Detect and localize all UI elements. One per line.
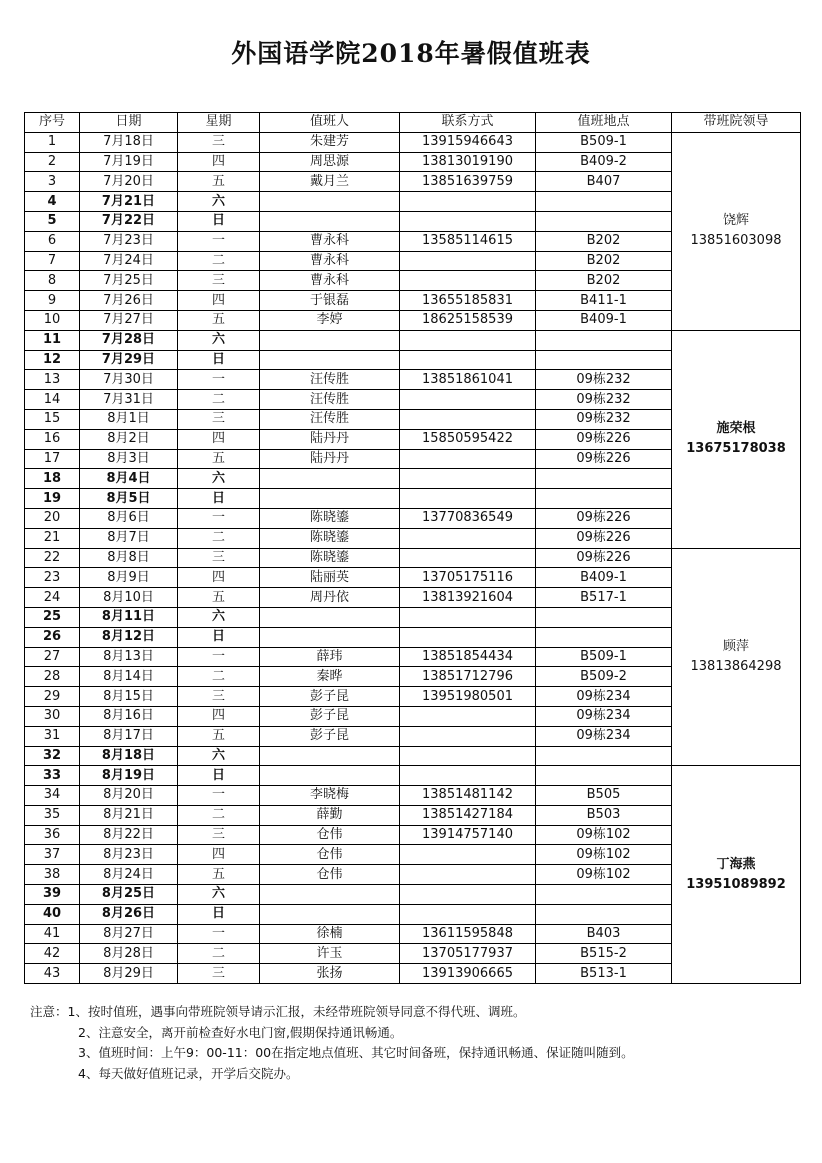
row-phone xyxy=(400,746,536,766)
header-place: 值班地点 xyxy=(536,113,672,133)
row-weekday: 三 xyxy=(178,132,260,152)
row-person: 李婷 xyxy=(260,310,400,330)
row-weekday: 六 xyxy=(178,192,260,212)
row-weekday: 六 xyxy=(178,330,260,350)
row-place: 09栋226 xyxy=(536,508,672,528)
row-number: 16 xyxy=(25,429,80,449)
row-date: 7月19日 xyxy=(80,152,178,172)
row-date: 8月16日 xyxy=(80,706,178,726)
header-person: 值班人 xyxy=(260,113,400,133)
row-number: 35 xyxy=(25,805,80,825)
row-place: B202 xyxy=(536,271,672,291)
row-weekday: 六 xyxy=(178,746,260,766)
row-date: 7月18日 xyxy=(80,132,178,152)
row-number: 21 xyxy=(25,528,80,548)
row-number: 17 xyxy=(25,449,80,469)
table-row xyxy=(25,548,801,568)
row-place: 09栋226 xyxy=(536,429,672,449)
row-phone xyxy=(400,726,536,746)
row-weekday: 一 xyxy=(178,370,260,390)
row-place: 09栋234 xyxy=(536,726,672,746)
row-phone xyxy=(400,469,536,489)
row-weekday: 日 xyxy=(178,211,260,231)
row-weekday: 六 xyxy=(178,469,260,489)
row-weekday: 二 xyxy=(178,805,260,825)
row-date: 8月9日 xyxy=(80,568,178,588)
table-body xyxy=(25,132,801,983)
row-phone: 13951980501 xyxy=(400,687,536,707)
row-number: 14 xyxy=(25,390,80,410)
row-person: 汪传胜 xyxy=(260,390,400,410)
row-phone xyxy=(400,409,536,429)
row-weekday: 五 xyxy=(178,310,260,330)
row-weekday: 四 xyxy=(178,568,260,588)
row-person: 周思源 xyxy=(260,152,400,172)
row-weekday: 三 xyxy=(178,687,260,707)
row-number: 4 xyxy=(25,192,80,212)
row-place: 09栋226 xyxy=(536,449,672,469)
row-place xyxy=(536,330,672,350)
row-date: 8月25日 xyxy=(80,885,178,905)
row-place xyxy=(536,469,672,489)
row-phone: 13851427184 xyxy=(400,805,536,825)
table-row xyxy=(25,132,801,152)
row-number: 1 xyxy=(25,132,80,152)
row-person xyxy=(260,469,400,489)
row-number: 3 xyxy=(25,172,80,192)
row-place: B409-1 xyxy=(536,568,672,588)
row-person: 陆丹丹 xyxy=(260,449,400,469)
row-number: 25 xyxy=(25,607,80,627)
row-weekday: 日 xyxy=(178,350,260,370)
row-number: 19 xyxy=(25,489,80,509)
note-2: 2、注意安全，离开前检查好水电门窗,假期保持通讯畅通。 xyxy=(78,1024,403,1040)
row-place: 09栋234 xyxy=(536,706,672,726)
row-phone xyxy=(400,885,536,905)
row-number: 34 xyxy=(25,786,80,806)
row-phone xyxy=(400,350,536,370)
leader-name: 施荣根 xyxy=(716,421,756,437)
row-person xyxy=(260,192,400,212)
row-weekday: 一 xyxy=(178,647,260,667)
row-person xyxy=(260,627,400,647)
row-place: B411-1 xyxy=(536,291,672,311)
row-date: 8月18日 xyxy=(80,746,178,766)
row-phone: 13851481142 xyxy=(400,786,536,806)
table-row xyxy=(25,330,801,350)
row-phone: 13851639759 xyxy=(400,172,536,192)
leader-phone: 13951089892 xyxy=(686,876,786,892)
row-phone xyxy=(400,449,536,469)
row-phone: 13813019190 xyxy=(400,152,536,172)
row-place xyxy=(536,192,672,212)
header-leader: 带班院领导 xyxy=(672,113,801,133)
row-place xyxy=(536,746,672,766)
row-weekday: 二 xyxy=(178,528,260,548)
page-title: 外国语学院2018年暑假值班表 xyxy=(231,39,591,68)
row-person: 汪传胜 xyxy=(260,370,400,390)
row-date: 8月21日 xyxy=(80,805,178,825)
row-weekday: 二 xyxy=(178,390,260,410)
row-date: 8月11日 xyxy=(80,607,178,627)
row-person xyxy=(260,330,400,350)
leader-cell xyxy=(672,330,801,548)
row-phone: 13914757140 xyxy=(400,825,536,845)
row-person xyxy=(260,766,400,786)
row-weekday: 三 xyxy=(178,825,260,845)
row-phone: 13770836549 xyxy=(400,508,536,528)
row-phone xyxy=(400,489,536,509)
row-number: 28 xyxy=(25,667,80,687)
row-date: 8月3日 xyxy=(80,449,178,469)
row-place: B409-1 xyxy=(536,310,672,330)
row-place: 09栋232 xyxy=(536,409,672,429)
row-phone: 15850595422 xyxy=(400,429,536,449)
row-person: 曹永科 xyxy=(260,231,400,251)
row-place xyxy=(536,885,672,905)
row-place: B505 xyxy=(536,786,672,806)
row-phone xyxy=(400,211,536,231)
row-date: 8月23日 xyxy=(80,845,178,865)
row-date: 7月26日 xyxy=(80,291,178,311)
row-number: 7 xyxy=(25,251,80,271)
row-phone xyxy=(400,548,536,568)
row-weekday: 日 xyxy=(178,627,260,647)
row-person xyxy=(260,211,400,231)
row-place xyxy=(536,211,672,231)
row-phone xyxy=(400,192,536,212)
row-weekday: 三 xyxy=(178,548,260,568)
row-number: 41 xyxy=(25,924,80,944)
row-number: 22 xyxy=(25,548,80,568)
row-weekday: 日 xyxy=(178,489,260,509)
row-date: 8月2日 xyxy=(80,429,178,449)
duty-table xyxy=(24,112,801,984)
row-date: 8月27日 xyxy=(80,924,178,944)
row-weekday: 四 xyxy=(178,845,260,865)
row-place: 09栋226 xyxy=(536,548,672,568)
row-place: 09栋102 xyxy=(536,845,672,865)
row-phone xyxy=(400,865,536,885)
row-number: 13 xyxy=(25,370,80,390)
row-person: 彭子昆 xyxy=(260,687,400,707)
row-person: 于银磊 xyxy=(260,291,400,311)
row-phone: 13915946643 xyxy=(400,132,536,152)
leader-phone: 13851603098 xyxy=(690,233,782,249)
row-date: 7月21日 xyxy=(80,192,178,212)
note-1: 注意：1、按时值班，遇事向带班院领导请示汇报，未经带班院领导同意不得代班、调班。 xyxy=(30,1004,526,1019)
row-place: 09栋102 xyxy=(536,865,672,885)
row-weekday: 二 xyxy=(178,667,260,687)
row-date: 8月24日 xyxy=(80,865,178,885)
row-number: 11 xyxy=(25,330,80,350)
row-phone: 18625158539 xyxy=(400,310,536,330)
row-weekday: 三 xyxy=(178,409,260,429)
row-weekday: 六 xyxy=(178,607,260,627)
row-weekday: 一 xyxy=(178,231,260,251)
row-person: 彭子昆 xyxy=(260,726,400,746)
row-phone xyxy=(400,251,536,271)
row-phone: 13813921604 xyxy=(400,588,536,608)
row-date: 8月19日 xyxy=(80,766,178,786)
row-place: B513-1 xyxy=(536,964,672,984)
row-place: 09栋226 xyxy=(536,528,672,548)
row-number: 20 xyxy=(25,508,80,528)
notes xyxy=(30,1002,810,1084)
row-place xyxy=(536,766,672,786)
row-person: 张扬 xyxy=(260,964,400,984)
row-number: 30 xyxy=(25,706,80,726)
row-phone: 13851712796 xyxy=(400,667,536,687)
row-person: 李晓梅 xyxy=(260,786,400,806)
row-number: 24 xyxy=(25,588,80,608)
row-phone: 13611595848 xyxy=(400,924,536,944)
row-person: 徐楠 xyxy=(260,924,400,944)
row-person: 薛玮 xyxy=(260,647,400,667)
row-place xyxy=(536,489,672,509)
row-weekday: 四 xyxy=(178,429,260,449)
row-number: 37 xyxy=(25,845,80,865)
row-weekday: 日 xyxy=(178,766,260,786)
row-place xyxy=(536,607,672,627)
leader-phone: 13675178038 xyxy=(686,441,786,457)
row-weekday: 四 xyxy=(178,291,260,311)
row-date: 7月29日 xyxy=(80,350,178,370)
row-number: 15 xyxy=(25,409,80,429)
row-date: 7月31日 xyxy=(80,390,178,410)
row-place xyxy=(536,627,672,647)
row-date: 8月14日 xyxy=(80,667,178,687)
row-phone xyxy=(400,706,536,726)
leader-name: 顾萍 xyxy=(722,638,749,654)
row-person: 陈晓鎏 xyxy=(260,528,400,548)
row-weekday: 五 xyxy=(178,172,260,192)
row-number: 5 xyxy=(25,211,80,231)
row-weekday: 一 xyxy=(178,786,260,806)
header-no: 序号 xyxy=(25,113,80,133)
row-date: 8月15日 xyxy=(80,687,178,707)
row-date: 7月23日 xyxy=(80,231,178,251)
row-phone: 13705177937 xyxy=(400,944,536,964)
row-number: 6 xyxy=(25,231,80,251)
row-date: 8月12日 xyxy=(80,627,178,647)
leader-name: 饶辉 xyxy=(722,213,749,229)
row-date: 8月5日 xyxy=(80,489,178,509)
row-phone xyxy=(400,528,536,548)
table-row xyxy=(25,766,801,786)
row-person xyxy=(260,489,400,509)
row-weekday: 五 xyxy=(178,726,260,746)
row-weekday: 二 xyxy=(178,251,260,271)
row-number: 40 xyxy=(25,904,80,924)
header-date: 日期 xyxy=(80,113,178,133)
row-person xyxy=(260,746,400,766)
row-phone: 13851854434 xyxy=(400,647,536,667)
row-date: 7月28日 xyxy=(80,330,178,350)
row-weekday: 三 xyxy=(178,271,260,291)
row-date: 8月10日 xyxy=(80,588,178,608)
row-weekday: 六 xyxy=(178,885,260,905)
row-place: B515-2 xyxy=(536,944,672,964)
row-date: 7月20日 xyxy=(80,172,178,192)
row-weekday: 四 xyxy=(178,706,260,726)
row-number: 43 xyxy=(25,964,80,984)
header-phone: 联系方式 xyxy=(400,113,536,133)
row-number: 42 xyxy=(25,944,80,964)
row-person xyxy=(260,607,400,627)
row-person: 朱建芳 xyxy=(260,132,400,152)
row-number: 32 xyxy=(25,746,80,766)
row-date: 8月1日 xyxy=(80,409,178,429)
row-place: 09栋232 xyxy=(536,370,672,390)
row-phone xyxy=(400,271,536,291)
row-number: 38 xyxy=(25,865,80,885)
row-phone: 13705175116 xyxy=(400,568,536,588)
row-number: 33 xyxy=(25,766,80,786)
row-number: 39 xyxy=(25,885,80,905)
row-person: 陈晓鎏 xyxy=(260,548,400,568)
row-place: B517-1 xyxy=(536,588,672,608)
row-phone xyxy=(400,607,536,627)
row-person xyxy=(260,350,400,370)
note-3: 3、值班时间：上午9：00-11：00在指定地点值班、其它时间备班，保持通讯畅通、保证随叫随到。 xyxy=(78,1045,634,1060)
row-phone xyxy=(400,904,536,924)
row-person: 陆丹丹 xyxy=(260,429,400,449)
row-number: 27 xyxy=(25,647,80,667)
row-number: 23 xyxy=(25,568,80,588)
row-place: 09栋234 xyxy=(536,687,672,707)
row-date: 8月28日 xyxy=(80,944,178,964)
row-weekday: 一 xyxy=(178,508,260,528)
row-person: 仓伟 xyxy=(260,845,400,865)
row-place: B403 xyxy=(536,924,672,944)
row-weekday: 四 xyxy=(178,152,260,172)
leader-cell xyxy=(672,766,801,984)
row-number: 8 xyxy=(25,271,80,291)
row-place xyxy=(536,904,672,924)
row-phone xyxy=(400,766,536,786)
row-phone: 13913906665 xyxy=(400,964,536,984)
table-header-row xyxy=(25,113,801,133)
row-place: 09栋102 xyxy=(536,825,672,845)
row-weekday: 三 xyxy=(178,964,260,984)
row-date: 8月6日 xyxy=(80,508,178,528)
row-date: 7月27日 xyxy=(80,310,178,330)
row-person: 许玉 xyxy=(260,944,400,964)
row-person xyxy=(260,885,400,905)
row-number: 10 xyxy=(25,310,80,330)
row-place: 09栋232 xyxy=(536,390,672,410)
row-phone: 13851861041 xyxy=(400,370,536,390)
row-person: 戴月兰 xyxy=(260,172,400,192)
row-phone: 13585114615 xyxy=(400,231,536,251)
row-person: 汪传胜 xyxy=(260,409,400,429)
row-place: B202 xyxy=(536,251,672,271)
row-phone xyxy=(400,390,536,410)
row-date: 8月22日 xyxy=(80,825,178,845)
row-person: 仓伟 xyxy=(260,825,400,845)
row-place: B407 xyxy=(536,172,672,192)
row-date: 8月13日 xyxy=(80,647,178,667)
row-weekday: 五 xyxy=(178,449,260,469)
row-number: 12 xyxy=(25,350,80,370)
leader-name: 丁海燕 xyxy=(716,856,756,872)
leader-phone: 13813864298 xyxy=(690,658,782,674)
row-weekday: 五 xyxy=(178,865,260,885)
row-place: B202 xyxy=(536,231,672,251)
row-number: 9 xyxy=(25,291,80,311)
row-weekday: 五 xyxy=(178,588,260,608)
row-date: 7月24日 xyxy=(80,251,178,271)
row-place: B509-2 xyxy=(536,667,672,687)
row-person: 曹永科 xyxy=(260,251,400,271)
row-date: 7月22日 xyxy=(80,211,178,231)
row-weekday: 一 xyxy=(178,924,260,944)
row-person: 陆丽英 xyxy=(260,568,400,588)
row-phone xyxy=(400,627,536,647)
row-phone: 13655185831 xyxy=(400,291,536,311)
row-phone xyxy=(400,845,536,865)
row-person: 曹永科 xyxy=(260,271,400,291)
row-number: 31 xyxy=(25,726,80,746)
note-4: 4、每天做好值班记录，开学后交院办。 xyxy=(78,1065,299,1081)
row-person: 彭子昆 xyxy=(260,706,400,726)
row-place: B409-2 xyxy=(536,152,672,172)
row-number: 36 xyxy=(25,825,80,845)
row-phone xyxy=(400,330,536,350)
row-place: B509-1 xyxy=(536,647,672,667)
row-date: 7月30日 xyxy=(80,370,178,390)
row-date: 8月20日 xyxy=(80,786,178,806)
row-date: 7月25日 xyxy=(80,271,178,291)
row-number: 26 xyxy=(25,627,80,647)
row-number: 18 xyxy=(25,469,80,489)
row-weekday: 二 xyxy=(178,944,260,964)
row-date: 8月8日 xyxy=(80,548,178,568)
row-place xyxy=(536,350,672,370)
row-date: 8月29日 xyxy=(80,964,178,984)
leader-cell xyxy=(672,132,801,330)
row-person: 仓伟 xyxy=(260,865,400,885)
row-date: 8月4日 xyxy=(80,469,178,489)
row-weekday: 日 xyxy=(178,904,260,924)
row-person xyxy=(260,904,400,924)
row-date: 8月7日 xyxy=(80,528,178,548)
row-number: 29 xyxy=(25,687,80,707)
row-person: 薛勤 xyxy=(260,805,400,825)
row-person: 周丹依 xyxy=(260,588,400,608)
row-person: 陈晓鎏 xyxy=(260,508,400,528)
row-date: 8月26日 xyxy=(80,904,178,924)
row-place: B509-1 xyxy=(536,132,672,152)
leader-cell xyxy=(672,548,801,766)
row-person: 秦晔 xyxy=(260,667,400,687)
row-date: 8月17日 xyxy=(80,726,178,746)
header-weekday: 星期 xyxy=(178,113,260,133)
row-place: B503 xyxy=(536,805,672,825)
row-number: 2 xyxy=(25,152,80,172)
